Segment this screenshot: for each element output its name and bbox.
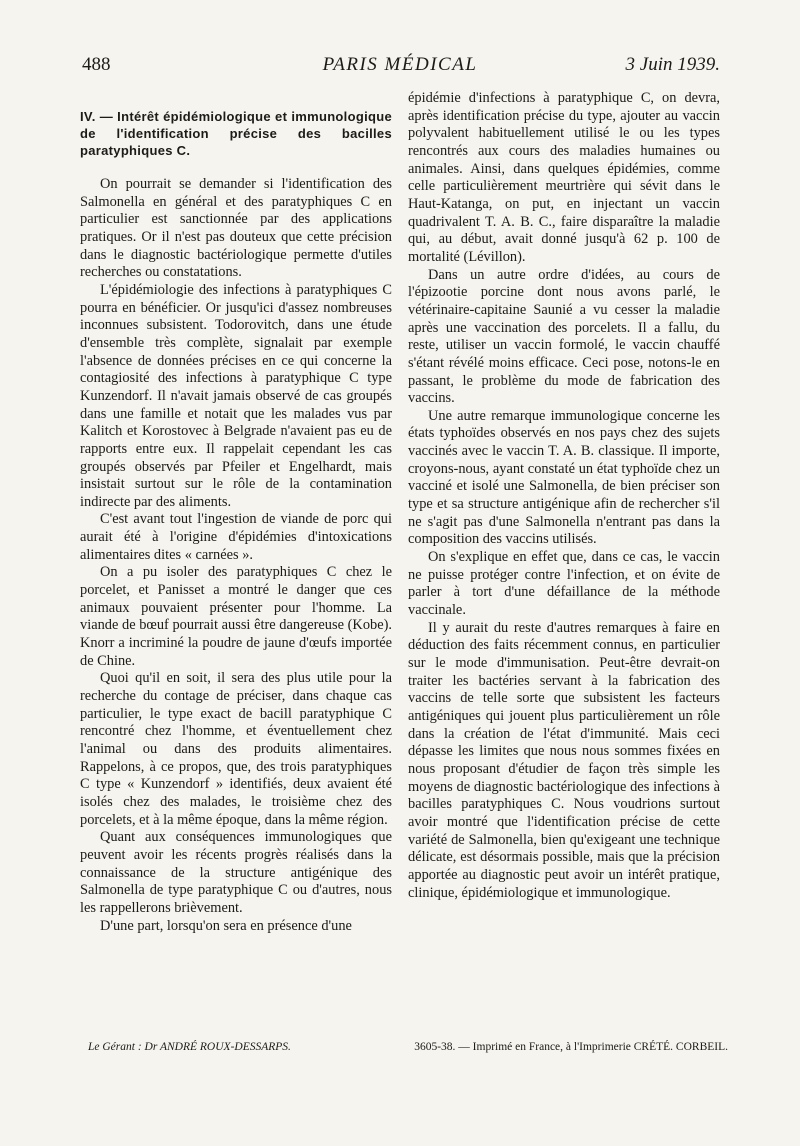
paragraph: On a pu isoler des paratyphiques C chez le porcelet, et Panisset a montré le danger que ces animaux pouvaient présenter pour l'homme. La viande de bœuf pourrait aussi être dangereuse (Kobe). Knorr a incriminé la poudre de jaune d'œufs importée de Chine.: [80, 564, 392, 669]
page-header: [0, 54, 800, 84]
footer-manager: Le Gérant : Dr ANDRÉ ROUX-DESSARPS.: [88, 1041, 291, 1053]
page-number: 488: [82, 54, 111, 75]
paragraph: Dans un autre ordre d'idées, au cours de l'épizootie porcine dont nous avons parlé, le vétérinaire-capitaine Saunié a vu cesser la maladie après une vaccination des porcelets. Il a fallu, du reste, utiliser un vaccin formolé, le vaccin chauffé s'étant révélé moins efficace. Ceci pose, notons-le en passant, le problème du mode de fabrication des vaccins.: [408, 266, 720, 407]
paragraph: On pourrait se demander si l'identification des Salmonella en général et des paratyphiques C en particulier est sanctionnée par des applications pratiques. Or il n'est pas douteux que cette précision dans le diagnostic bactériologique permette d'utiles recherches ou constatations.: [80, 176, 392, 281]
running-title: PARIS MÉDICAL: [322, 54, 478, 75]
left-column: [80, 108, 392, 935]
footer-printer: 3605-38. — Imprimé en France, à l'Imprimerie CRÉTÉ. CORBEIL.: [414, 1041, 728, 1053]
paragraph: C'est avant tout l'ingestion de viande de porc qui aurait été à l'origine d'épidémies d'intoxications alimentaires dites « carnées ».: [80, 511, 392, 563]
paragraph: Une autre remarque immunologique concerne les états typhoïdes observés en nos pays chez des sujets vaccinés avec le vaccin T. A. B. classique. Il importe, croyons-nous, ayant constaté un état typhoïde chez un vacciné et isolé une Salmonella, de bien préciser son type et sa structure antigénique afin de rechercher s'il ne s'agit pas d'une Salmonella n'entrant pas dans la composition des vaccins utilisés.: [408, 407, 720, 548]
paragraph: On s'explique en effet que, dans ce cas, le vaccin ne puisse protéger contre l'infection, et on évite de parler à tort d'une défaillance de la méthode vaccinale.: [408, 549, 720, 619]
issue-date: 3 Juin 1939.: [625, 54, 720, 75]
paragraph: D'une part, lorsqu'on sera en présence d'une: [100, 917, 352, 934]
section-heading: IV. — Intérêt épidémiologique et immunologique de l'identification précise des bacilles paratyphiques C.: [80, 109, 392, 158]
paragraph: épidémie d'infections à paratyphique C, on devra, après identification précise du type, ajouter au vaccin polyvalent habituellement utilisé le ou les types rencontrés aux cours des maladies humaines ou animales. Ainsi, dans quelques épidémies, comme celle particulièrement meurtrière qui sévit dans le Haut-Katanga, on put, en injectant un vaccin quadrivalent T. A. B. C., faire disparaître la maladie qui, au début, avait donné jusqu'à 62 p. 100 de mortalité (Lévillon).: [408, 90, 720, 265]
right-column: [408, 90, 720, 902]
paragraph: Quant aux conséquences immunologiques que peuvent avoir les récents progrès réalisés dans la connaissance de la structure antigénique des Salmonella de type paratyphique C ou d'autres, nous les rappellerons brièvement.: [80, 829, 392, 916]
paragraph: L'épidémiologie des infections à paratyphiques C pourra en bénéficier. Or jusqu'ici d'assez nombreuses inconnues subsistent. Todorovitch, dans une étude d'ensemble très complète, signalait par exemple l'absence de données précises en ce qui concerne la contagiosité des infections à paratyphique C type Kunzendorf. Il n'avait jamais observé de cas groupés dans une famille et notait que les malades vus par Kalitch et Korostovec à Belgrade n'avaient pas eu de rapports entre eux. Il rappelait cependant les cas groupés observés par Pfeiler et Engelhardt, mais insistait surtout sur le rôle de la contamination indirecte par des aliments.: [80, 281, 392, 510]
paragraph: Il y aurait du reste d'autres remarques à faire en déduction des faits récemment connus, en particulier sur le mode d'immunisation. Peut-être devrait-on traiter les bactéries servant à la fabrication des vaccins de telle sorte que subsistent les facteurs antigéniques qui jouent plus particulièrement un rôle dans la création de l'état d'immunité. Mais ceci dépasse les limites que nous nous sommes fixées en nous proposant d'étudier de façon très simple les moyens de diagnostic bactériologique des infections à bacilles paratyphiques C. Nous voudrions surtout avoir montré que l'identification précise de cette variété de Salmonella, bien qu'exigeant une technique délicate, est désormais possible, mais que la précision apportée au diagnostic peut avoir un intérêt pratique, clinique, épidémiologique et immunologique.: [408, 619, 720, 901]
paragraph: Quoi qu'il en soit, il sera des plus utile pour la recherche du contage de préciser, dans chaque cas particulier, le type exact de bacill paratyphique C rencontré chez l'homme, et éventuellement chez l'animal ou dans des produits alimentaires. Rappelons, à ce propos, que, des trois paratyphiques C type « Kunzendorf » identifiés, deux avaient été isolés chez des malades, le troisième chez des porcelets, et à la même époque, dans la même région.: [80, 670, 392, 828]
